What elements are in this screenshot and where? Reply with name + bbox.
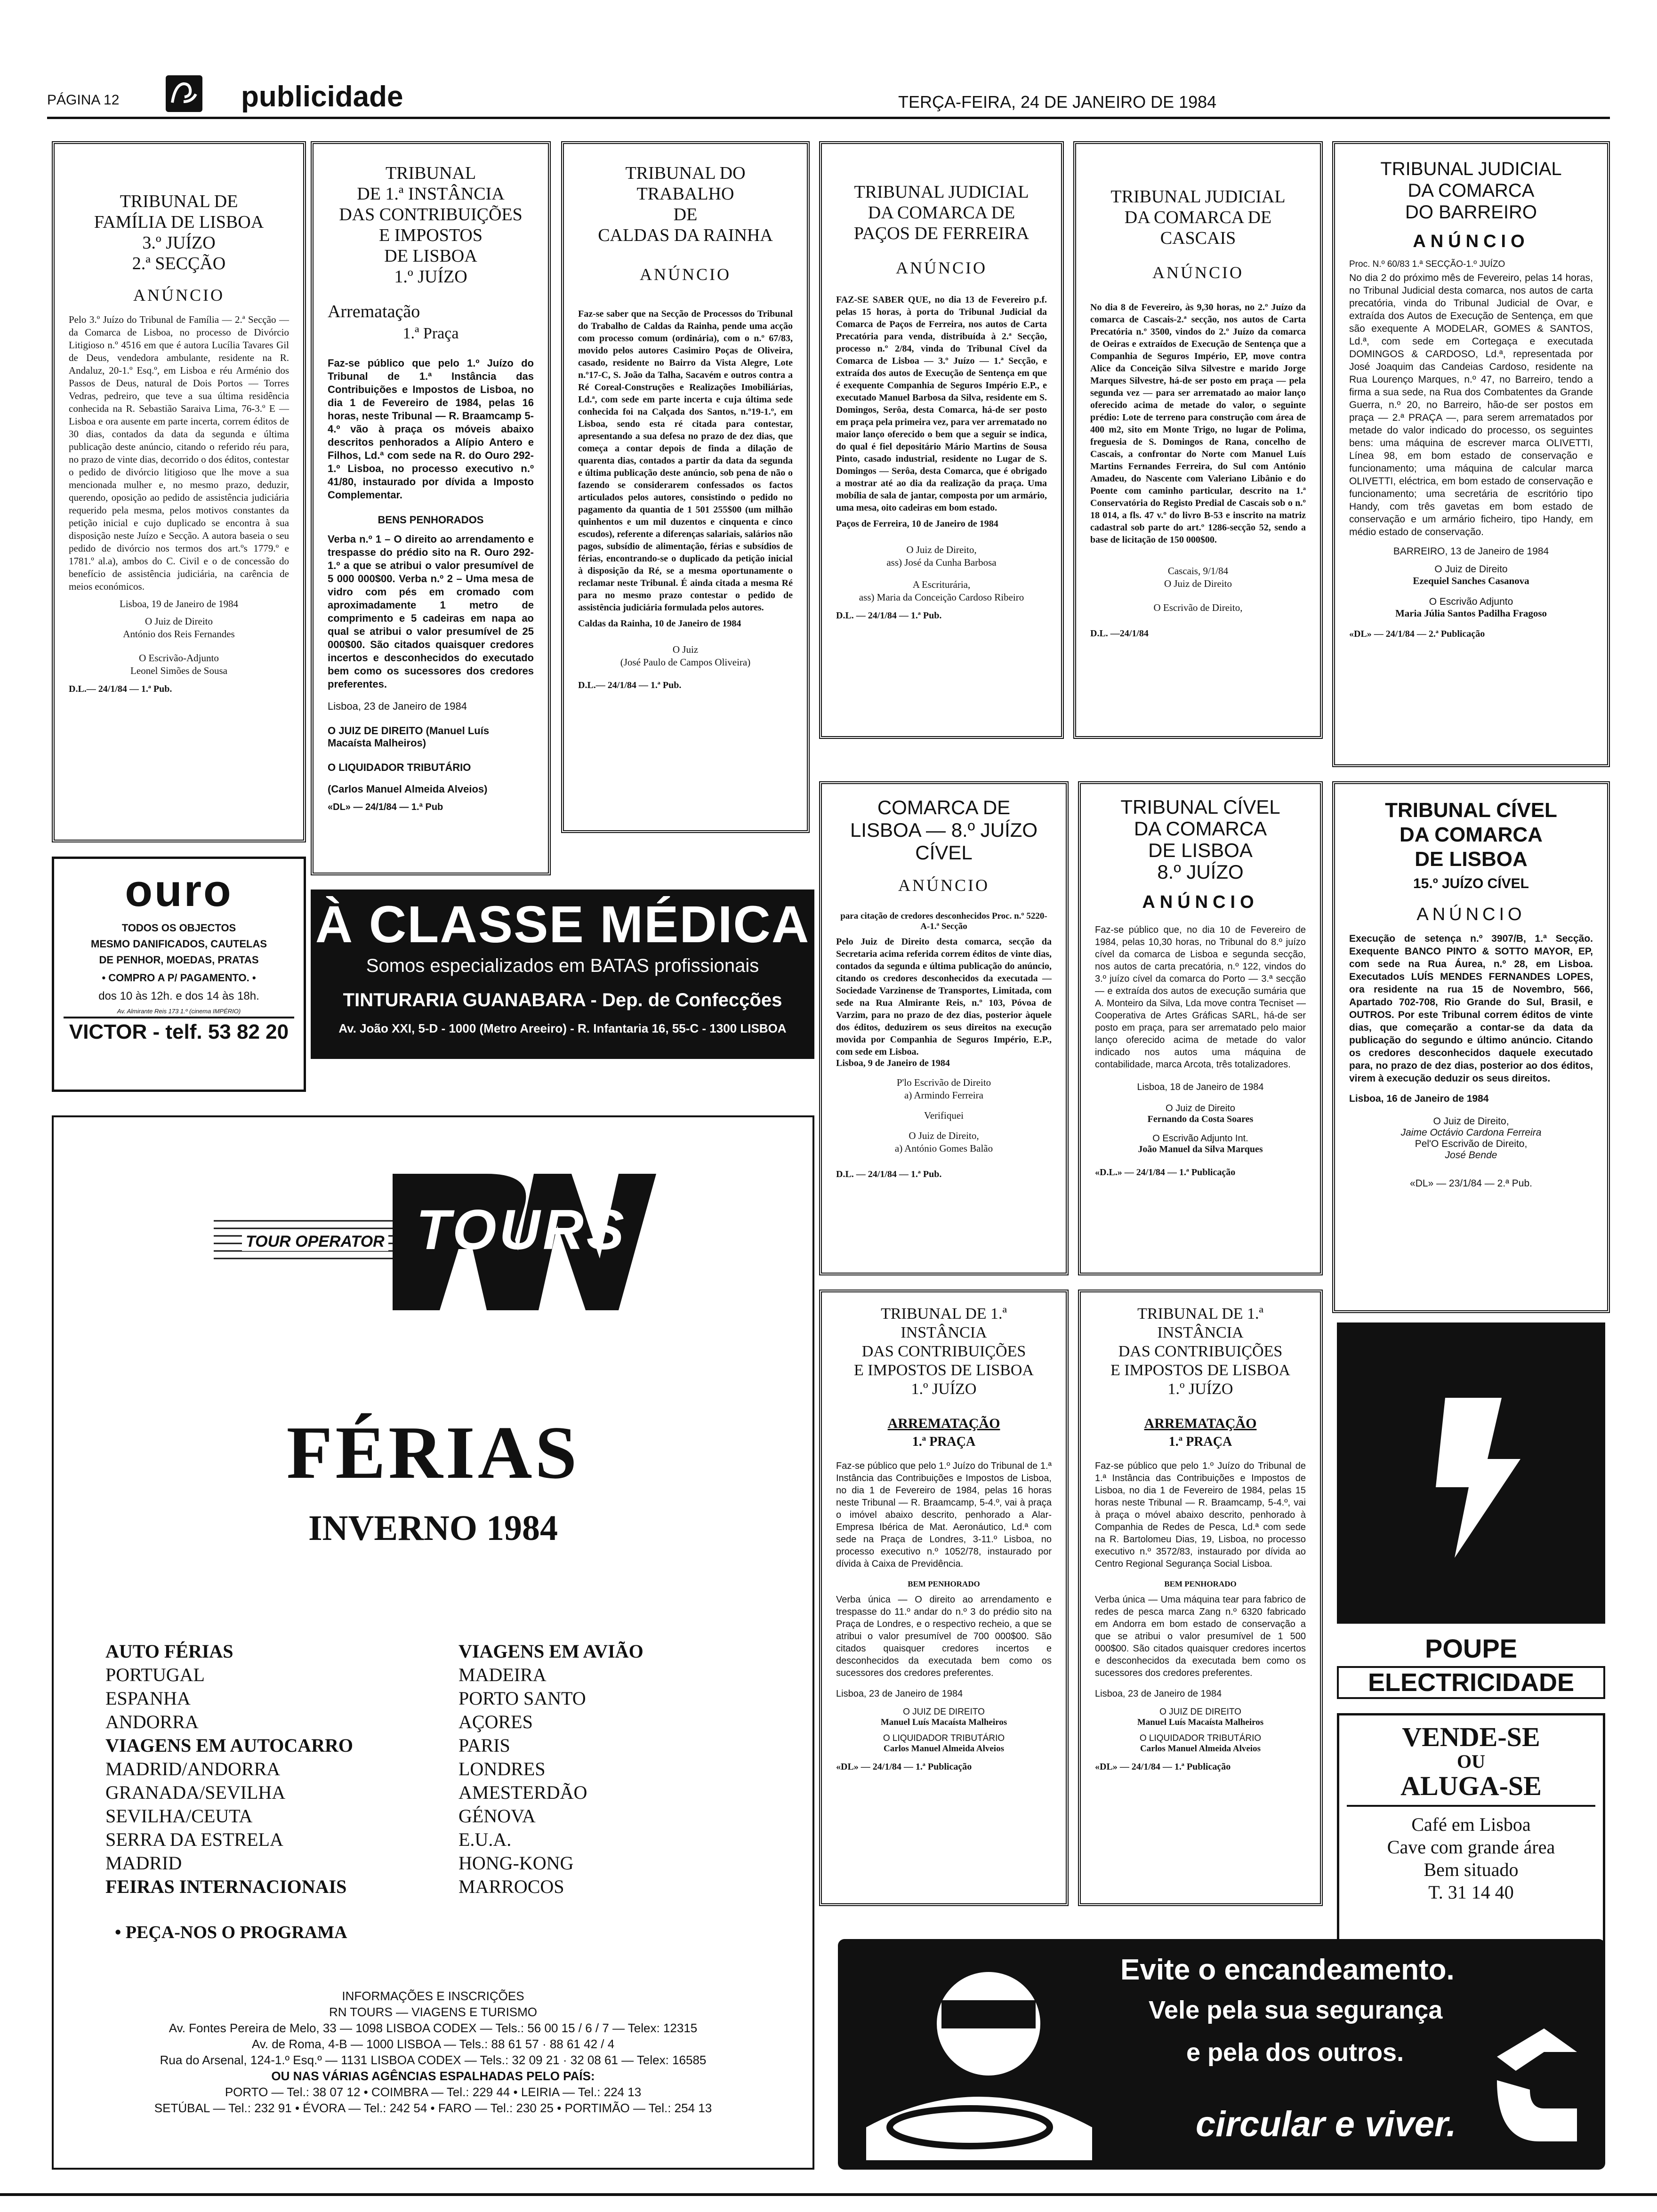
poupe-line2: ELECTRICIDADE xyxy=(1337,1666,1605,1699)
notice-date: BARREIRO, 13 de Janeiro de 1984 xyxy=(1393,546,1549,557)
notice-title: TRIBUNAL JUDICIAL DA COMARCA DE PAÇOS DE FERREIRA xyxy=(853,182,1030,243)
notice-date: Caldas da Rainha, 10 de Janeiro de 1984 xyxy=(578,618,741,629)
notice-footer: «D.L.» — 24/1/84 — 1.ª Publicação xyxy=(1095,1167,1236,1178)
notice-title: TRIBUNAL DE 1.ª INSTÂNCIA DAS CONTRIBUIÇÕES E IMPOSTOS DE LISBOA 1.º JUÍZO xyxy=(339,163,523,287)
notice-body: Pelo 3.º Juízo do Tribunal de Família — 2.ª Secção — da Comarca de Lisboa, no processo de Divórcio Litigioso n.º 4516 em que é autora Lucília Tavares Gil de Deus, vendedora ambulante, residente na R. Andaluz, 20-1.º Esq.º, em Lisboa e réu Arménio dos Passos de Deus, natural de Dois Portos — Torres Vedras, pedreiro, que teve a sua última residência conhecida na R. Sebastião Saraiva Lima, 76-3.º E — Lisboa e ora ausente em parte incerta, correm éditos de 30 dias, contados da data da segunda e última publicação deste anúncio, citando o referido réu para, no prazo de vinte dias, decorrido o dos éditos, contestar o pedido de divórcio litigioso que lhe move a sua mencionada mulher e, no mesmo prazo, deduzir, querendo, oposição ao pedido de assistência judiciária requerido pela mesma, pelos motivos constantes da petição inicial e cujo duplicado se encontra à sua disposição neste Juízo e Secção. A autora baseia o seu pedido de divórcio nos termos dos art.ºs 1779.º e 1781.º al.a), ambos do C. Civil e o de concessão do benefício de assistência judiciária, na carência de meios económicos. xyxy=(69,314,289,592)
header-rule xyxy=(47,117,1610,119)
notice-kind: ARREMATAÇÃO xyxy=(887,1416,1000,1431)
notice-body: Faz-se saber que na Secção de Processos do Tribunal do Trabalho de Caldas da Rainha, pende uma acção com processo comum (ordinária), com o n.º 67/83, movido pelos autores Casimiro Poças de Oliveira, casado, residente no Bairro da Vista Alegre, Lote n.º17-C, S. João da Talha, Sacavém e outros contra a Ré Coreal-Construções e Realizações Imobiliárias, Ld.ª, com sede em parte incerta e cuja última sede conhecida foi na Calçada dos Santos, n.º19-1.º, em Lisboa, sendo esta ré citada para contestar, apresentando a sua defesa no prazo de dez dias, que começa a contar depois de finda a dilação de quarenta dias, contados a partir da data da segunda e última publicação deste anúncio, sob pena de não o fazendo se considerarem confessados os factos articulados pelos autores, consistindo o pedido no pagamento da quantia de 1 501 255$00 (um milhão quinhentos e um mil duzentos e cinquenta e cinco escudos), referente a diferenças salariais, salários não pagos, subsídio de alimentação, férias e subsídios de férias, encontrando-se o duplicado da petição inicial à disposição da Ré, se a mesma oportunamente o reclamar neste Tribunal. É ainda citada a mesma Ré para no mesmo prazo contestar o pedido de assistência judiciária formulada pelos autores. xyxy=(578,309,793,613)
circular-line1: Evite o encandeamento. xyxy=(1120,1954,1455,1986)
notice-kind: ANÚNCIO xyxy=(1152,263,1244,282)
notice-pacos-ferreira: TRIBUNAL JUDICIAL DA COMARCA DE PAÇOS DE FERREIRA ANÚNCIO FAZ-SE SABER QUE, no dia 13 de Fevereiro p.f. pelas 15 horas, à porta do Tribunal Judicial da Comarca de Paços de Ferreira, nos autos de Carta Precatória para venda, distribuída à 2.ª Secção, processo n.º 2/84, vinda do Tribunal Cível da Comarca de Lisboa — 3.º Juízo — 1.ª Secção, e extraída dos autos de Execução de Sentença em que é exequente Companhia de Seguros Império E.P., e executado Manuel Barbosa da Silva, residente em S. Domingos, Serôa, desta Comarca, há-de ser posto em praça pela primeira vez, para ver arrematado no maior lanço oferecido o bem que a seguir se indica, do qual é fiel depositário Mário Martins de Sousa Pinto, casado industrial, residente no Lugar de S. Domingos — Serôa, desta Comarca, que é obrigado a mostrar até ao dia da realização da praça. Uma mobília de sala de jantar, composta por um armário, uma mesa, oito cadeiras em bom estado. Paços de Ferreira, 10 de Janeiro de 1984 O Juiz de Direito, ass) José da Cunha Barbosa A Escriturária, ass) Maria da Conceição Cardoso Ribeiro D.L. — 24/1/84 — 1.ª Pub. xyxy=(819,141,1064,739)
issue-date: TERÇA-FEIRA, 24 DE JANEIRO DE 1984 xyxy=(898,92,1217,112)
destinations-right xyxy=(458,1640,788,1899)
notice-body: Faz-se público que pelo 1.º Juízo do Tribunal de 1.ª Instância das Contribuições e Impostos de Lisboa, no dia 1 de Fevereiro de 1984, pelas 15 horas neste Tribunal — R. Braamcamp, 5-4.º, vai à praça o móvel abaixo descrito, penhorado à Companhia de Redes de Pesca, Ld.ª com sede na R. Bartolomeu Dias, 19, Lisboa, no processo executivo n.º 3572/83, instaurado por dívida ao Centro Regional Segurança Social Lisboa. xyxy=(1095,1461,1306,1569)
rn-logo-word: TOURS xyxy=(416,1198,627,1261)
info-block: INFORMAÇÕES E INSCRIÇÕES RN TOURS — VIAGENS E TURISMO Av. Fontes Pereira de Melo, 33 — 1098 LISBOA CODEX — Tels.: 56 00 15 / 6 / 7 — Telex: 12315 Av. de Roma, 4-B — 1000 LISBOA — Tels.: 88 61 57 · 88 61 42 / 4 Rua do Arsenal, 124-1.º Esq.º — 1131 LISBOA CODEX — Tels.: 32 09 21 · 32 08 61 — Telex: 16585 OU NAS VÁRIAS AGÊNCIAS ESPALHADAS PELO PAÍS: PORTO — Tel.: 38 07 12 • COIMBRA — Tel.: 229 44 • LEIRIA — Tel.: 224 13 SETÚBAL — Tel.: 232 91 • ÉVORA — Tel.: 242 54 • FARO — Tel.: 230 25 • PORTIMÃO — Tel.: 254 13 xyxy=(154,1989,712,2115)
signer-name: António dos Reis Fernandes xyxy=(123,628,235,640)
destination-item: GRANADA/SEVILHA xyxy=(105,1782,286,1803)
notice-body: Faz-se público que, no dia 10 de Fevereiro de 1984, pelas 10,30 horas, no Tribunal do 8.º juízo cível da comarca de Lisboa e segunda secção, nos autos de carta precatória, n.º 122, vindos do 3.º juízo cível da comarca do Porto — 3.ª secção — e extraída dos autos de execução sumária que A. Monteiro da Silva, Lda move contra Tecniset — Cooperativa de Artes Gráficas SARL, há-de ser posto em praça, para ser arrematado pelo maior lanço oferecido acima de metade do valor indicado nos autos uma máquina de contabilidade, marca Arcota, três totalizadores. xyxy=(1095,925,1306,1070)
tour-operator-label: TOUR OPERATOR xyxy=(242,1233,388,1251)
rn-tours-ad xyxy=(52,1115,814,2170)
destination-item: SEVILHA/CEUTA xyxy=(105,1805,253,1827)
notice-title: TRIBUNAL DE FAMÍLIA DE LISBOA 3.º JUÍZO 2.ª SECÇÃO xyxy=(94,192,264,273)
notice-familia-lisboa: TRIBUNAL DE FAMÍLIA DE LISBOA 3.º JUÍZO 2.ª SECÇÃO ANÚNCIO Pelo 3.º Juízo do Tribunal de Família — 2.ª Secção — da Comarca de Lisboa, no processo de Divórcio Litigioso n.º 4516 em que é autora Lucília Tavares Gil de Deus, vendedora ambulante, residente na R. Andaluz, 20-1.º Esq.º, em Lisboa e réu Arménio dos Passos de Deus, natural de Dois Portos — Torres Vedras, pedreiro, que teve a sua última residência conhecida na R. Sebastião Saraiva Lima, 76-3.º E — Lisboa e ora ausente em parte incerta, correm éditos de 30 dias, contados da data da segunda e última publicação deste anúncio, citando o referido réu para, no prazo de vinte dias, decorrido o dos éditos, contestar o pedido de divórcio litigioso que lhe move a sua mencionada mulher e, no mesmo prazo, deduzir, querendo, oposição ao pedido de assistência judiciária requerido pela mesma, pelos motivos constantes da petição inicial e cujo duplicado se encontra à sua disposição neste Juízo e Secção. A autora baseia o seu pedido de divórcio nos termos dos art.ºs 1779.º e 1781.º al.a), ambos do C. Civil e o de concessão do benefício de assistência judiciária, na carência de meios económicos. Lisboa, 19 de Janeiro de 1984 O Juiz de Direito António dos Reis Fernandes O Escrivão-Adjunto Leonel Simões de Sousa D.L.— 24/1/84 — 1.ª Pub. xyxy=(52,141,306,842)
destinations-left xyxy=(105,1640,435,1899)
clerk-name: João Manuel da Silva Marques xyxy=(1138,1144,1263,1154)
destination-item: AMESTERDÃO xyxy=(458,1782,587,1803)
destination-item: GÉNOVA xyxy=(458,1805,536,1827)
signer-name: Fernando da Costa Soares xyxy=(1147,1114,1254,1124)
circular-line3: e pela dos outros. xyxy=(1186,2038,1404,2067)
notice-body: No dia 2 do próximo mês de Fevereiro, pelas 14 horas, no Tribunal Judicial desta comarca, nos autos de carta precatória, vinda do Tribunal Judicial de Ovar, e extraída dos Autos de Execução de Sentença, em que são exequente A MODELAR, GOMES & SANTOS, Ld.ª, com sede em Cortegaça e executada DOMINGOS & CARDOSO, Ld.ª, representada por José Joaquim das Candeias Cardoso, residente na Rua Lourenço Marques, n.º 47, no Barreiro, tendo a firma a sua sede, na Rua dos Combatentes da Grande Guerra, n.º 20, no Barreiro, hão-de ser postos em praça — 2.ª PRAÇA —, para serem arrematados por metade do valor indicado do processo, os seguintes bens: uma máquina de escrever marca OLIVETTI, Línea 98, em bom estado de conservação e funcionamento; uma máquina de calcular marca OLIVETTI, eléctrica, em bom estado de conservação e funcionamento; uma secretária de escritório tipo Handy, com três gavetas em bom estado de conservação e um armário ficheiro, tipo Handy, em médio estado de conservação. xyxy=(1349,272,1593,537)
notice-title: TRIBUNAL DO TRABALHO DE CALDAS DA RAINHA xyxy=(598,163,773,245)
destination-item: SERRA DA ESTRELA xyxy=(105,1829,283,1850)
notice-civel-lisboa-8: TRIBUNAL CÍVEL DA COMARCA DE LISBOA 8.º JUÍZO ANÚNCIO Faz-se público que, no dia 10 de Fevereiro de 1984, pelas 10,30 horas, no Tribunal do 8.º juízo cível da comarca de Lisboa e segunda secção, nos autos de carta precatória, n.º 122, vindos do 3.º juízo cível da comarca do Porto — 3.ª secção — e extraída dos autos de execução sumária que A. Monteiro da Silva, Lda move contra Tecniset — Cooperativa de Artes Gráficas SARL, há-de ser posto em praça, para ser arrematado pelo maior lanço oferecido acima de metade do valor indicado nos autos uma máquina de contabilidade, marca Arcota, três totalizadores. Lisboa, 18 de Janeiro de 1984 O Juiz de Direito Fernando da Costa Soares O Escrivão Adjunto Int. João Manuel da Silva Marques «D.L.» — 24/1/84 — 1.ª Publicação xyxy=(1078,781,1323,1275)
notice-footer: D.L. — 24/1/84 — 1.ª Pub. xyxy=(836,610,942,621)
circular-viver-ad xyxy=(838,1939,1605,2170)
notice-title: TRIBUNAL CÍVEL DA COMARCA DE LISBOA 15.º JUÍZO CÍVEL xyxy=(1385,799,1557,891)
signer-name: Jaime Octávio Cardona Ferreira xyxy=(1400,1127,1542,1138)
notice-title: TRIBUNAL CÍVEL DA COMARCA DE LISBOA 8.º JUÍZO xyxy=(1120,796,1280,883)
notice-items: Verba única — Uma máquina tear para fabrico de redes de pesca marca Zang n.º 6320 fabricado em Andorra em bom estado de conservação a que se atribui o valor presumível de 1 500 000$00. São citados quaisquer credores incertos e desconhecidos da executada bem como os sucessores dos credores preferentes. xyxy=(1095,1595,1306,1678)
notice-items: Verba n.º 1 – O direito ao arrendamento e trespasse do prédio sito na R. Ouro 292-1.º a que se atribui o valor presumível de 5 000 000$00. Verba n.º 2 – Uma mesa de vidro com pés em cromado com aproximadamente 1 metro de comprimento e 5 cadeiras em napa ao qual se atribui o valor presumível de 25 000$00. São citados quaisquer credores incertos e desconhecidos do executado bem como os sucessores dos credores preferentes. xyxy=(328,533,534,690)
section-title: publicidade xyxy=(241,80,403,113)
notice-body: Faz-se público que pelo 1.º Juízo do Tribunal de 1.ª Instância das Contribuições e Impostos de Lisboa, no dia 1 de Fevereiro de 1984, pelas 16 horas neste Tribunal — R. Braamcamp, 5-4.º, vai à praça o imóvel abaixo descrito, penhorado a Alar-Empresa Ibérica de Mat. Aeronáutico, Ld.ª com sede na Praça de Londres, 3-11.º Lisboa, no processo executivo n.º 1052/78, instaurado por dívida à Caixa de Previdência. xyxy=(836,1461,1052,1569)
ouro-title: ouro xyxy=(125,866,233,916)
notice-kind: ANÚNCIO xyxy=(1416,905,1526,924)
destination-item: E.U.A. xyxy=(458,1829,512,1850)
clerk-name: José Bende xyxy=(1445,1150,1497,1161)
notice-date: Paços de Ferreira, 10 de Janeiro de 1984 xyxy=(836,519,998,529)
destination-item: HONG-KONG xyxy=(458,1852,574,1874)
destination-item: PARIS xyxy=(458,1735,510,1756)
clerk-name: a) Armindo Ferreira xyxy=(904,1090,983,1101)
notice-comarca-lisboa-8: COMARCA DE LISBOA — 8.º JUÍZO CÍVEL ANÚNCIO para citação de credores desconhecidos Proc. n.º 5220-A-1.ª Secção Pelo Juiz de Direito desta comarca, secção da Secretaria acima referida correm éditos de vinte dias, contados da segunda e última publicação do anúncio, citando os credores desconhecidos da executada — Sociedade Varzinense de Transportes, Limitada, com sede na Rua Almirante Reis, n.º 103, Póvoa de Varzim, para no prazo de dez dias, posterior àquele dos éditos, deduzirem os seus direitos na execução movida por Companhia de Seguros Império, E.P., com sede em Lisboa. Lisboa, 9 de Janeiro de 1984 P'lo Escrivão de Direito a) Armindo Ferreira Verifiquei O Juiz de Direito, a) António Gomes Balão D.L. — 24/1/84 — 1.ª Pub. xyxy=(819,781,1069,1275)
ouro-phone: VICTOR - telf. 53 82 20 xyxy=(64,1017,294,1044)
program-cta: • PEÇA-NOS O PROGRAMA xyxy=(115,1923,347,1942)
signer-name: ass) José da Cunha Barbosa xyxy=(886,557,997,568)
notice-footer: D.L. —24/1/84 xyxy=(1090,628,1149,639)
destination-item: MADRID/ANDORRA xyxy=(105,1758,281,1779)
notice-date: Lisboa, 23 de Janeiro de 1984 xyxy=(1095,1689,1222,1699)
notice-barreiro: TRIBUNAL JUDICIAL DA COMARCA DO BARREIRO ANÚNCIO Proc. N.º 60/83 1.ª SECÇÃO-1.º JUÍZO No dia 2 do próximo mês de Fevereiro, pelas 14 horas, no Tribunal Judicial desta comarca, nos autos de carta precatória, vinda do Tribunal Judicial de Ovar, e extraída dos Autos de Execução de Sentença, em que são exequente A MODELAR, GOMES & SANTOS, Ld.ª, com sede em Cortegaça e executada DOMINGOS & CARDOSO, Ld.ª, representada por José Joaquim das Candeias Cardoso, residente na Rua Lourenço Marques, n.º 47, no Barreiro, tendo a firma a sua sede, na Rua dos Combatentes da Grande Guerra, n.º 20, no Barreiro, hão-de ser postos em praça — 2.ª PRAÇA —, para serem arrematados por metade do valor indicado do processo, os seguintes bens: uma máquina de escrever marca OLIVETTI, Línea 98, em bom estado de conservação e funcionamento; uma máquina de calcular marca OLIVETTI, eléctrica, em bom estado de conservação e funcionamento; uma secretária de escritório tipo Handy, com três gavetas em bom estado de conservação e um armário ficheiro, tipo Handy, em médio estado de conservação. BARREIRO, 13 de Janeiro de 1984 O Juiz de Direito Ezequiel Sanches Casanova O Escrivão Adjunto Maria Júlia Santos Padilha Fragoso «DL» — 24/1/84 — 2.ª Publicação xyxy=(1332,141,1610,767)
circular-line2: Vele pela sua segurança xyxy=(1149,1996,1443,2024)
notice-body: Execução de setença n.º 3907/B, 1.ª Secção. Exequente BANCO PINTO & SOTTO MAYOR, EP, com sede na Rua Áurea, n.º 28, em Lisboa. Executados LUÍS MENDES FERNANDES LOPES, ora residente na rua 15 de Novembro, 566, Apartado 702-708, Rio Grande do Sul, Brasil, e OUTROS. Por este Tribunal correm éditos de vinte dias, que começarão a contar-se da data da publicação do segundo e último anúncio. Citando os credores desconhecidos daquele executado para, no prazo de dez dias, posterior ao dos éditos, virem à execução deduzir os seus direitos. xyxy=(1349,933,1593,1084)
notice-footer: D.L.— 24/1/84 — 1.ª Pub. xyxy=(578,680,682,690)
signer-name: a) António Gomes Balão xyxy=(894,1143,993,1154)
destination-item: ANDORRA xyxy=(105,1711,199,1732)
notice-title: TRIBUNAL DE 1.ª INSTÂNCIA DAS CONTRIBUIÇÕES E IMPOSTOS DE LISBOA 1.º JUÍZO xyxy=(854,1305,1034,1398)
notice-footer: «DL» — 24/1/84 — 1.ª Publicação xyxy=(836,1762,972,1772)
bottom-rule xyxy=(0,2193,1657,2196)
destination-item: ESPANHA xyxy=(105,1688,191,1709)
destination-item: FEIRAS INTERNACIONAIS xyxy=(105,1876,347,1897)
notice-date: Lisboa, 9 de Janeiro de 1984 xyxy=(836,1058,950,1068)
signer-name: (José Paulo de Campos Oliveira) xyxy=(620,657,751,668)
destination-item: MARROCOS xyxy=(458,1876,564,1897)
notice-kind: ANÚNCIO xyxy=(896,258,987,277)
notice-date: Lisboa, 19 de Janeiro de 1984 xyxy=(120,598,238,609)
notice-kind: ANÚNCIO xyxy=(898,876,989,895)
vende-phone: T. 31 14 40 xyxy=(1428,1882,1514,1903)
inverno-subheadline: INVERNO 1984 xyxy=(308,1508,558,1548)
notice-title: TRIBUNAL JUDICIAL DA COMARCA DO BARREIRO xyxy=(1380,159,1562,223)
notice-contribuicoes-movel: TRIBUNAL DE 1.ª INSTÂNCIA DAS CONTRIBUIÇÕES E IMPOSTOS DE LISBOA 1.º JUÍZO ARREMATAÇÃO 1.ª PRAÇA Faz-se público que pelo 1.º Juízo do Tribunal de 1.ª Instância das Contribuições e Impostos de Lisboa, no dia 1 de Fevereiro de 1984, pelas 15 horas neste Tribunal — R. Braamcamp, 5-4.º, vai à praça o móvel abaixo descrito, penhorado à Companhia de Redes de Pesca, Ld.ª com sede na R. Bartolomeu Dias, 19, Lisboa, no processo executivo n.º 3572/83, instaurado por dívida ao Centro Regional Segurança Social Lisboa. BEM PENHORADO Verba única — Uma máquina tear para fabrico de redes de pesca marca Zang n.º 6320 fabricado em Andorra em bom estado de conservação a que se atribui o valor presumível de 1 500 000$00. São citados quaisquer credores incertos e desconhecidos da executada bem como os sucessores dos credores preferentes. Lisboa, 23 de Janeiro de 1984 O JUIZ DE DIREITO Manuel Luís Macaísta Malheiros O LIQUIDADOR TRIBUTÁRIO Carlos Manuel Almeida Alveios «DL» — 24/1/84 — 1.ª Publicação xyxy=(1078,1290,1323,1906)
destination-item: VIAGENS EM AUTOCARRO xyxy=(105,1735,353,1756)
destination-item: MADRID xyxy=(105,1852,182,1874)
ouro-ad: ouro TODOS OS OBJECTOS MESMO DANIFICADOS, CAUTELAS DE PENHOR, MOEDAS, PRATAS • COMPRO A P/ PAGAMENTO. • dos 10 às 12h. e dos 14 às 18h. Av. Almirante Reis 173 1.º (cinema IMPÉRIO) VICTOR - telf. 53 82 20 xyxy=(52,857,306,1092)
notice-items: Verba única — O direito ao arrendamento e trespasse do 11.º andar do n.º 3 do prédio sito na Praça de Londres, e o respectivo recheio, a que se atribui o valor presumível de 700 000$00. São citados quaisquer credores incertos e desconhecidos da executada bem como os sucessores dos credores preferentes. xyxy=(836,1595,1052,1678)
notice-footer: D.L.— 24/1/84 — 1.ª Pub. xyxy=(69,684,172,694)
destination-item: VIAGENS EM AVIÃO xyxy=(458,1641,643,1662)
notice-body: No dia 8 de Fevereiro, às 9,30 horas, no 2.º Juízo da comarca de Cascais-2.ª secção, nos autos de Carta Precatória n.º 3500, vindos do 2.º Juízo da comarca de Oeiras e extraídos de Execução de Sentença que a Companhia de Seguros Império, EP, move contra Alice da Conceição Silva Silvestre e marido Jorge Marques Silvestre, há-de ser posto em praça — pela segunda vez — para ser arrematado ao maior lanço oferecido acima de metade do valor, o seguinte prédio: Lote de terreno para construção com área de 400 m2, sito em Monte Trigo, no lugar de Polima, freguesia de S. Domingos de Rana, concelho de Cascais, a confrontar do Norte com Manuel Luís Martins Fernandes Ferreira, do Sul com António Amadeu, do Nascente com Valeriano Libânio e do Poente com caminho particular, descrito na 1.ª Conservatória do Registo Predial de Cascais sob o n.º 18 014, a fls. 47 v.º do livro B-53 e inscrito na matriz cadastral sob parte do art.º 1286-secção 52, sendo a base de licitação de 150 000$00. xyxy=(1090,302,1306,545)
notice-title: COMARCA DE LISBOA — 8.º JUÍZO CÍVEL xyxy=(850,796,1038,864)
clerk-name: Leonel Simões de Sousa xyxy=(130,665,227,676)
destination-item: MADEIRA xyxy=(458,1664,547,1685)
notice-footer: «DL» — 24/1/84 — 1.ª Pub xyxy=(328,802,443,812)
clerk-name: ass) Maria da Conceição Cardoso Ribeiro xyxy=(859,592,1024,603)
publication-logo xyxy=(166,75,202,112)
notice-date: Lisboa, 16 de Janeiro de 1984 xyxy=(1349,1093,1489,1104)
destination-item: AUTO FÉRIAS xyxy=(105,1641,233,1662)
notice-kind: ARREMATAÇÃO xyxy=(1144,1416,1257,1431)
notice-footer: «DL» — 23/1/84 — 2.ª Pub. xyxy=(1410,1178,1532,1189)
notice-title: TRIBUNAL DE 1.ª INSTÂNCIA DAS CONTRIBUIÇÕES E IMPOSTOS DE LISBOA 1.º JUÍZO xyxy=(1110,1305,1290,1398)
notice-date: Lisboa, 23 de Janeiro de 1984 xyxy=(836,1689,963,1699)
ferias-headline: FÉRIAS xyxy=(286,1411,580,1494)
notice-cascais: TRIBUNAL JUDICIAL DA COMARCA DE CASCAIS ANÚNCIO No dia 8 de Fevereiro, às 9,30 horas, no 2.º Juízo da comarca de Cascais-2.ª secção, nos autos de Carta Precatória n.º 3500, vindos do 2.º Juízo da comarca de Oeiras e extraídos de Execução de Sentença que a Companhia de Seguros Império, EP, move contra Alice da Conceição Silva Silvestre e marido Jorge Marques Silvestre, há-de ser posto em praça — pela segunda vez — para ser arrematado ao maior lanço oferecido acima de metade do valor, o seguinte prédio: Lote de terreno para construção com área de 400 m2, sito em Monte Trigo, no lugar de Polima, freguesia de S. Domingos de Rana, concelho de Cascais, a confrontar do Norte com Manuel Luís Martins Fernandes Ferreira, do Sul com António Amadeu, do Nascente com Valeriano Libânio e do Poente com caminho particular, descrito na 1.ª Conservatória do Registo Predial de Cascais sob o n.º 18 014, a fls. 47 v.º do livro B-53 e inscrito na matriz cadastral sob parte do art.º 1286-secção 52, sendo a base de licitação de 150 000$00. Cascais, 9/1/84 O Juiz de Direito O Escrivão de Direito, D.L. —24/1/84 xyxy=(1073,141,1323,739)
notice-kind: ANÚNCIO xyxy=(1142,892,1259,912)
destination-item: AÇORES xyxy=(458,1711,533,1732)
notice-body: FAZ-SE SABER QUE, no dia 13 de Fevereiro p.f. pelas 15 horas, à porta do Tribunal Judicial da Comarca de Paços de Ferreira, nos autos de Carta Precatória para venda, distribuída à 2.ª Secção, processo n.º 2/84, vinda do Tribunal Cível da Comarca de Lisboa — 3.º Juízo — 1.ª Secção, e extraída dos autos de Execução de Sentença em que é exequente Companhia de Seguros Império E.P., e executado Manuel Barbosa da Silva, residente em S. Domingos, Serôa, desta Comarca, há-de ser posto em praça pela primeira vez, para ver arrematado no maior lanço oferecido o bem que a seguir se indica, do qual é fiel depositário Mário Martins de Sousa Pinto, casado industrial, residente no Lugar de S. Domingos — Serôa, desta Comarca, que é obrigado a mostrar até ao dia da realização da praça. Uma mobília de sala de jantar, composta por um armário, uma mesa, oito cadeiras em bom estado. xyxy=(836,295,1047,513)
notice-footer: «DL» — 24/1/84 — 1.ª Publicação xyxy=(1095,1762,1231,1772)
notice-footer: D.L. — 24/1/84 — 1.ª Pub. xyxy=(836,1169,942,1179)
circular-logo-icon xyxy=(1483,2024,1586,2146)
classe-medica-ad: À CLASSE MÉDICA Somos especializados em BATAS profissionais TINTURARIA GUANABARA - Dep. de Confecções Av. João XXI, 5-D - 1000 (Metro Areeiro) - R. Infantaria 16, 55-C - 1300 LISBOA xyxy=(311,890,814,1059)
poupe-line1: POUPE xyxy=(1424,1634,1518,1663)
notice-contribuicoes-arrematacao: TRIBUNAL DE 1.ª INSTÂNCIA DAS CONTRIBUIÇÕES E IMPOSTOS DE LISBOA 1.º JUÍZO Arrematação 1.ª Praça Faz-se público que pelo 1.º Juízo do Tribunal de 1.ª Instância das Contribuições e Impostos de Lisboa, no dia 1 de Fevereiro de 1984, pelas 16 horas, neste Tribunal — R. Braamcamp 5-4.º vão à praça os móveis abaixo descritos penhorados a Alípio Antero e Filhos, Ld.ª com sede na R. do Ouro 292-1.º Lisboa, no processo executivo n.º 41/80, instaurado por dívida a Imposto Complementar. BENS PENHORADOS Verba n.º 1 – O direito ao arrendamento e trespasse do prédio sito na R. Ouro 292-1.º a que se atribui o valor presumível de 5 000 000$00. Verba n.º 2 – Uma mesa de vidro com pés em cromado com aproximadamente 1 metro de comprimento e 5 cadeiras em napa ao qual se atribui o valor presumível de 25 000$00. São citados quaisquer credores incertos e desconhecidos do executado bem como os sucessores dos credores preferentes. Lisboa, 23 de Janeiro de 1984 O JUIZ DE DIREITO (Manuel Luís Macaísta Malheiros) O LIQUIDADOR TRIBUTÁRIO (Carlos Manuel Almeida Alveios) «DL» — 24/1/84 — 1.ª Pub xyxy=(311,141,551,875)
lightning-icon xyxy=(1337,1322,1605,1624)
notice-footer: «DL» — 24/1/84 — 2.ª Publicação xyxy=(1349,629,1485,639)
destination-item: LONDRES xyxy=(458,1758,546,1779)
signer-name: Ezequiel Sanches Casanova xyxy=(1413,575,1529,586)
notice-date: Lisboa, 18 de Janeiro de 1984 xyxy=(1137,1082,1264,1092)
vende-aluga-ad: VENDE-SE OU ALUGA-SE Café em Lisboa Cave com grande área Bem situado T. 31 14 40 xyxy=(1337,1713,1605,1948)
notice-contribuicoes-imovel: TRIBUNAL DE 1.ª INSTÂNCIA DAS CONTRIBUIÇÕES E IMPOSTOS DE LISBOA 1.º JUÍZO ARREMATAÇÃO 1.ª PRAÇA Faz-se público que pelo 1.º Juízo do Tribunal de 1.ª Instância das Contribuições e Impostos de Lisboa, no dia 1 de Fevereiro de 1984, pelas 16 horas neste Tribunal — R. Braamcamp, 5-4.º, vai à praça o imóvel abaixo descrito, penhorado a Alar-Empresa Ibérica de Mat. Aeronáutico, Ld.ª com sede na Praça de Londres, 3-11.º Lisboa, no processo executivo n.º 1052/78, instaurado por dívida à Caixa de Previdência. BEM PENHORADO Verba única — O direito ao arrendamento e trespasse do 11.º andar do n.º 3 do prédio sito na Praça de Londres, e o respectivo recheio, a que se atribui o valor presumível de 700 000$00. São citados quaisquer credores incertos e desconhecidos da executada bem como os sucessores dos credores preferentes. Lisboa, 23 de Janeiro de 1984 O JUIZ DE DIREITO Manuel Luís Macaísta Malheiros O LIQUIDADOR TRIBUTÁRIO Carlos Manuel Almeida Alveios «DL» — 24/1/84 — 1.ª Publicação xyxy=(819,1290,1069,1906)
energy-panel xyxy=(1337,1322,1605,1624)
notice-date: Lisboa, 23 de Janeiro de 1984 xyxy=(328,700,467,712)
notice-kind: ANÚNCIO xyxy=(640,265,731,284)
circular-slogan: circular e viver. xyxy=(1196,2104,1456,2144)
notice-kind: Arrematação xyxy=(328,302,420,321)
medica-headline: À CLASSE MÉDICA xyxy=(315,896,810,954)
clerk-name: Maria Júlia Santos Padilha Fragoso xyxy=(1395,608,1547,619)
notice-date: Cascais, 9/1/84 xyxy=(1167,565,1229,577)
destination-item: PORTUGAL xyxy=(105,1664,205,1685)
notice-kind: ANÚNCIO xyxy=(133,286,225,305)
notice-body: Faz-se público que pelo 1.º Juízo do Tribunal de 1.ª Instância das Contribuições e Impostos de Lisboa, no dia 1 de Fevereiro de 1984, pelas 16 horas, neste Tribunal — R. Braamcamp 5-4.º vão à praça os móveis abaixo descritos penhorados a Alípio Antero e Filhos, Ld.ª com sede na R. do Ouro 292-1.º Lisboa, no processo executivo n.º 41/80, instaurado por dívida a Imposto Complementar. xyxy=(328,357,534,501)
notice-trabalho-caldas: TRIBUNAL DO TRABALHO DE CALDAS DA RAINHA ANÚNCIO Faz-se saber que na Secção de Processos do Tribunal do Trabalho de Caldas da Rainha, pende uma acção com processo comum (ordinária), com o n.º 67/83, movido pelos autores Casimiro Poças de Oliveira, casado, residente no Bairro da Vista Alegre, Lote n.º17-C, S. João da Talha, Sacavém e outros contra a Ré Coreal-Construções e Realizações Imobiliárias, Ld.ª, com sede em parte incerta e cuja última sede conhecida foi na Calçada dos Santos, n.º19-1.º, em Lisboa, sendo esta ré citada para contestar, apresentando a sua defesa no prazo de dez dias, que começa a contar depois de finda a dilação de quarenta dias, contados a partir da data da segunda e última publicação deste anúncio, sob pena de não o fazendo se considerarem confessados os factos articulados pelos autores, consistindo o pedido no pagamento da quantia de 1 501 255$00 (um milhão quinhentos e um mil duzentos e cinquenta e cinco escudos), referente a diferenças salariais, salários não pagos, subsídio de alimentação, férias e subsídios de férias, encontrando-se o duplicado da petição inicial à disposição da Ré, se a mesma oportunamente o reclamar neste Tribunal. É ainda citada a mesma Ré para no mesmo prazo contestar o pedido de assistência judiciária formulada pelos autores. Caldas da Rainha, 10 de Janeiro de 1984 O Juiz (José Paulo de Campos Oliveira) D.L.— 24/1/84 — 1.ª Pub. xyxy=(561,141,810,833)
notice-body: Pelo Juiz de Direito desta comarca, secção da Secretaria acima referida correm éditos de vinte dias, contados da segunda e última publicação do anúncio, citando os credores desconhecidos da executada — Sociedade Varzinense de Transportes, Limitada, com sede na Rua Almirante Reis, n.º 103, Póvoa de Varzim, para no prazo de dez dias, posterior àquele dos éditos, deduzirem os seus direitos na execução movida por Companhia de Seguros Império, E.P., com sede em Lisboa. xyxy=(836,937,1052,1057)
driver-illustration xyxy=(847,1948,1111,2160)
notice-kind: ANÚNCIO xyxy=(1413,232,1529,251)
destination-item: PORTO SANTO xyxy=(458,1688,586,1709)
poupe-electricidade-ad xyxy=(1337,1322,1605,1704)
notice-civel-lisboa-15: TRIBUNAL CÍVEL DA COMARCA DE LISBOA 15.º JUÍZO CÍVEL ANÚNCIO Execução de setença n.º 3907/B, 1.ª Secção. Exequente BANCO PINTO & SOTTO MAYOR, EP, com sede na Rua Áurea, n.º 28, em Lisboa. Executados LUÍS MENDES FERNANDES LOPES, ora residente na rua 15 de Novembro, 566, Apartado 702-708, Rio Grande do Sul, Brasil, e OUTROS. Por este Tribunal correm éditos de vinte dias, que começarão a contar-se da data da publicação do segundo e último anúncio. Citando os credores desconhecidos daquele executado para, no prazo de dez dias, posterior ao dos éditos, virem à execução deduzir os seus direitos. Lisboa, 16 de Janeiro de 1984 O Juiz de Direito, Jaime Octávio Cardona Ferreira Pel'O Escrivão de Direito, José Bende «DL» — 23/1/84 — 2.ª Pub. xyxy=(1332,781,1610,1313)
notice-title: TRIBUNAL JUDICIAL DA COMARCA DE CASCAIS xyxy=(1110,187,1286,248)
page-number: PÁGINA 12 xyxy=(47,92,120,108)
